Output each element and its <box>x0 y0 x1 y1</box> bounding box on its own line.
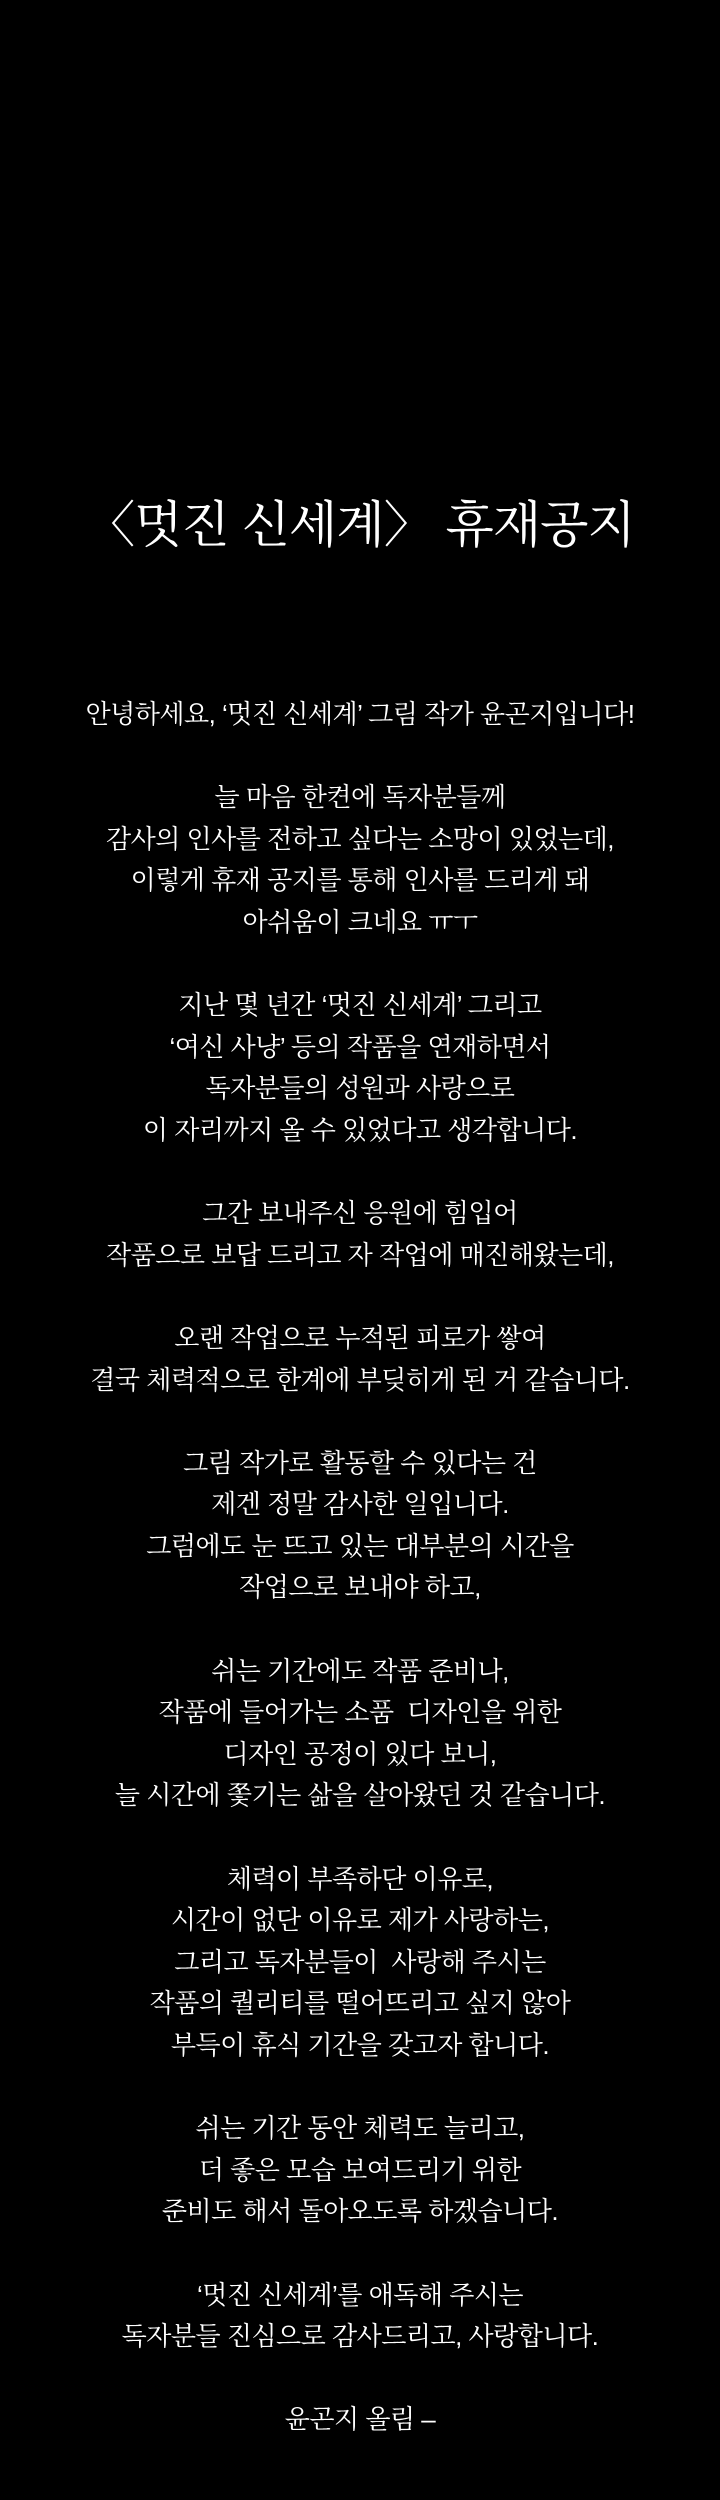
notice-line: 제겐 정말 감사한 일입니다. <box>211 1489 509 1520</box>
notice-line: 부득이 휴식 기간을 갖고자 합니다. <box>170 2030 550 2060</box>
notice-title: 〈멋진 신세계〉 휴재공지 <box>85 497 635 553</box>
notice-line: 지난 몇 년간 ‘멋진 신세계’ 그리고 <box>178 990 542 1021</box>
notice-line: ‘여신 사냥’ 등의 작품을 연재하면서 <box>169 1031 551 1062</box>
notice-line: 감사의 인사를 전하고 싶다는 소망이 있었는데, <box>105 823 615 854</box>
notice-line: 독자분들의 성원과 사랑으로 <box>205 1073 515 1104</box>
paragraph <box>0 1193 720 1276</box>
paragraph <box>0 694 720 736</box>
paragraph <box>0 1443 720 1609</box>
notice-line: 준비도 해서 돌아오도록 하겠습니다. <box>161 2196 559 2227</box>
notice-line: 결국 체력적으로 한계에 부딪히게 된 거 같습니다. <box>90 1364 630 1395</box>
notice-line: 이렇게 휴재 공지를 통해 인사를 드리게 돼 <box>130 865 590 896</box>
signature <box>0 2399 720 2441</box>
notice-body <box>0 694 720 2441</box>
notice-line: 늘 마음 한켠에 독자분들께 <box>214 782 506 813</box>
notice-line: 시간이 없단 이유로 제가 사랑하는, <box>170 1905 550 1936</box>
notice-line: 아쉬움이 크네요 ㅠㅜ <box>242 906 478 937</box>
notice-line: 그간 보내주신 응원에 힘입어 <box>202 1198 518 1229</box>
notice-line: 작품으로 보답 드리고 자 작업에 매진해왔는데, <box>105 1239 615 1270</box>
signature-line: 윤곤지 올림 – <box>284 2404 436 2435</box>
paragraph <box>0 777 720 943</box>
notice-line: 늘 시간에 쫓기는 삶을 살아왔던 것 같습니다. <box>114 1780 606 1811</box>
notice-line: 작품에 들어가는 소품 디자인을 위한 <box>158 1697 562 1728</box>
paragraph <box>0 1318 720 1401</box>
notice-line: 오랜 작업으로 누적된 피로가 쌓여 <box>174 1322 546 1353</box>
notice-line: 이 자리까지 올 수 있었다고 생각합니다. <box>142 1114 578 1145</box>
paragraph <box>0 985 720 1151</box>
notice-line: 체력이 부족하단 이유로, <box>226 1863 494 1894</box>
notice-line: 그럼에도 눈 뜨고 있는 대부분의 시간을 <box>146 1530 574 1561</box>
notice-line: 더 좋은 모습 보여드리기 위한 <box>198 2154 522 2185</box>
notice-line: 작업으로 보내야 하고, <box>239 1572 481 1603</box>
paragraph <box>0 1651 720 1817</box>
paragraph <box>0 2108 720 2233</box>
notice-line: 안녕하세요, ‘멋진 신세계’ 그림 작가 윤곤지입니다! <box>85 699 635 729</box>
notice-line: 작품의 퀄리티를 떨어뜨리고 싶지 않아 <box>149 1988 571 2019</box>
paragraph <box>0 2275 720 2358</box>
paragraph <box>0 1859 720 2067</box>
notice-line: ‘멋진 신세계’를 애독해 주시는 <box>196 2279 524 2310</box>
notice-line: 쉬는 기간 동안 체력도 늘리고, <box>195 2113 525 2144</box>
notice-line: 쉬는 기간에도 작품 준비나, <box>211 1655 509 1686</box>
notice-line: 독자분들 진심으로 감사드리고, 사랑합니다. <box>121 2321 599 2352</box>
notice-line: 디자인 공정이 있다 보니, <box>223 1738 497 1769</box>
notice-line: 그림 작가로 활동할 수 있다는 건 <box>183 1447 537 1478</box>
notice-line: 그리고 독자분들이 사랑해 주시는 <box>174 1946 546 1977</box>
